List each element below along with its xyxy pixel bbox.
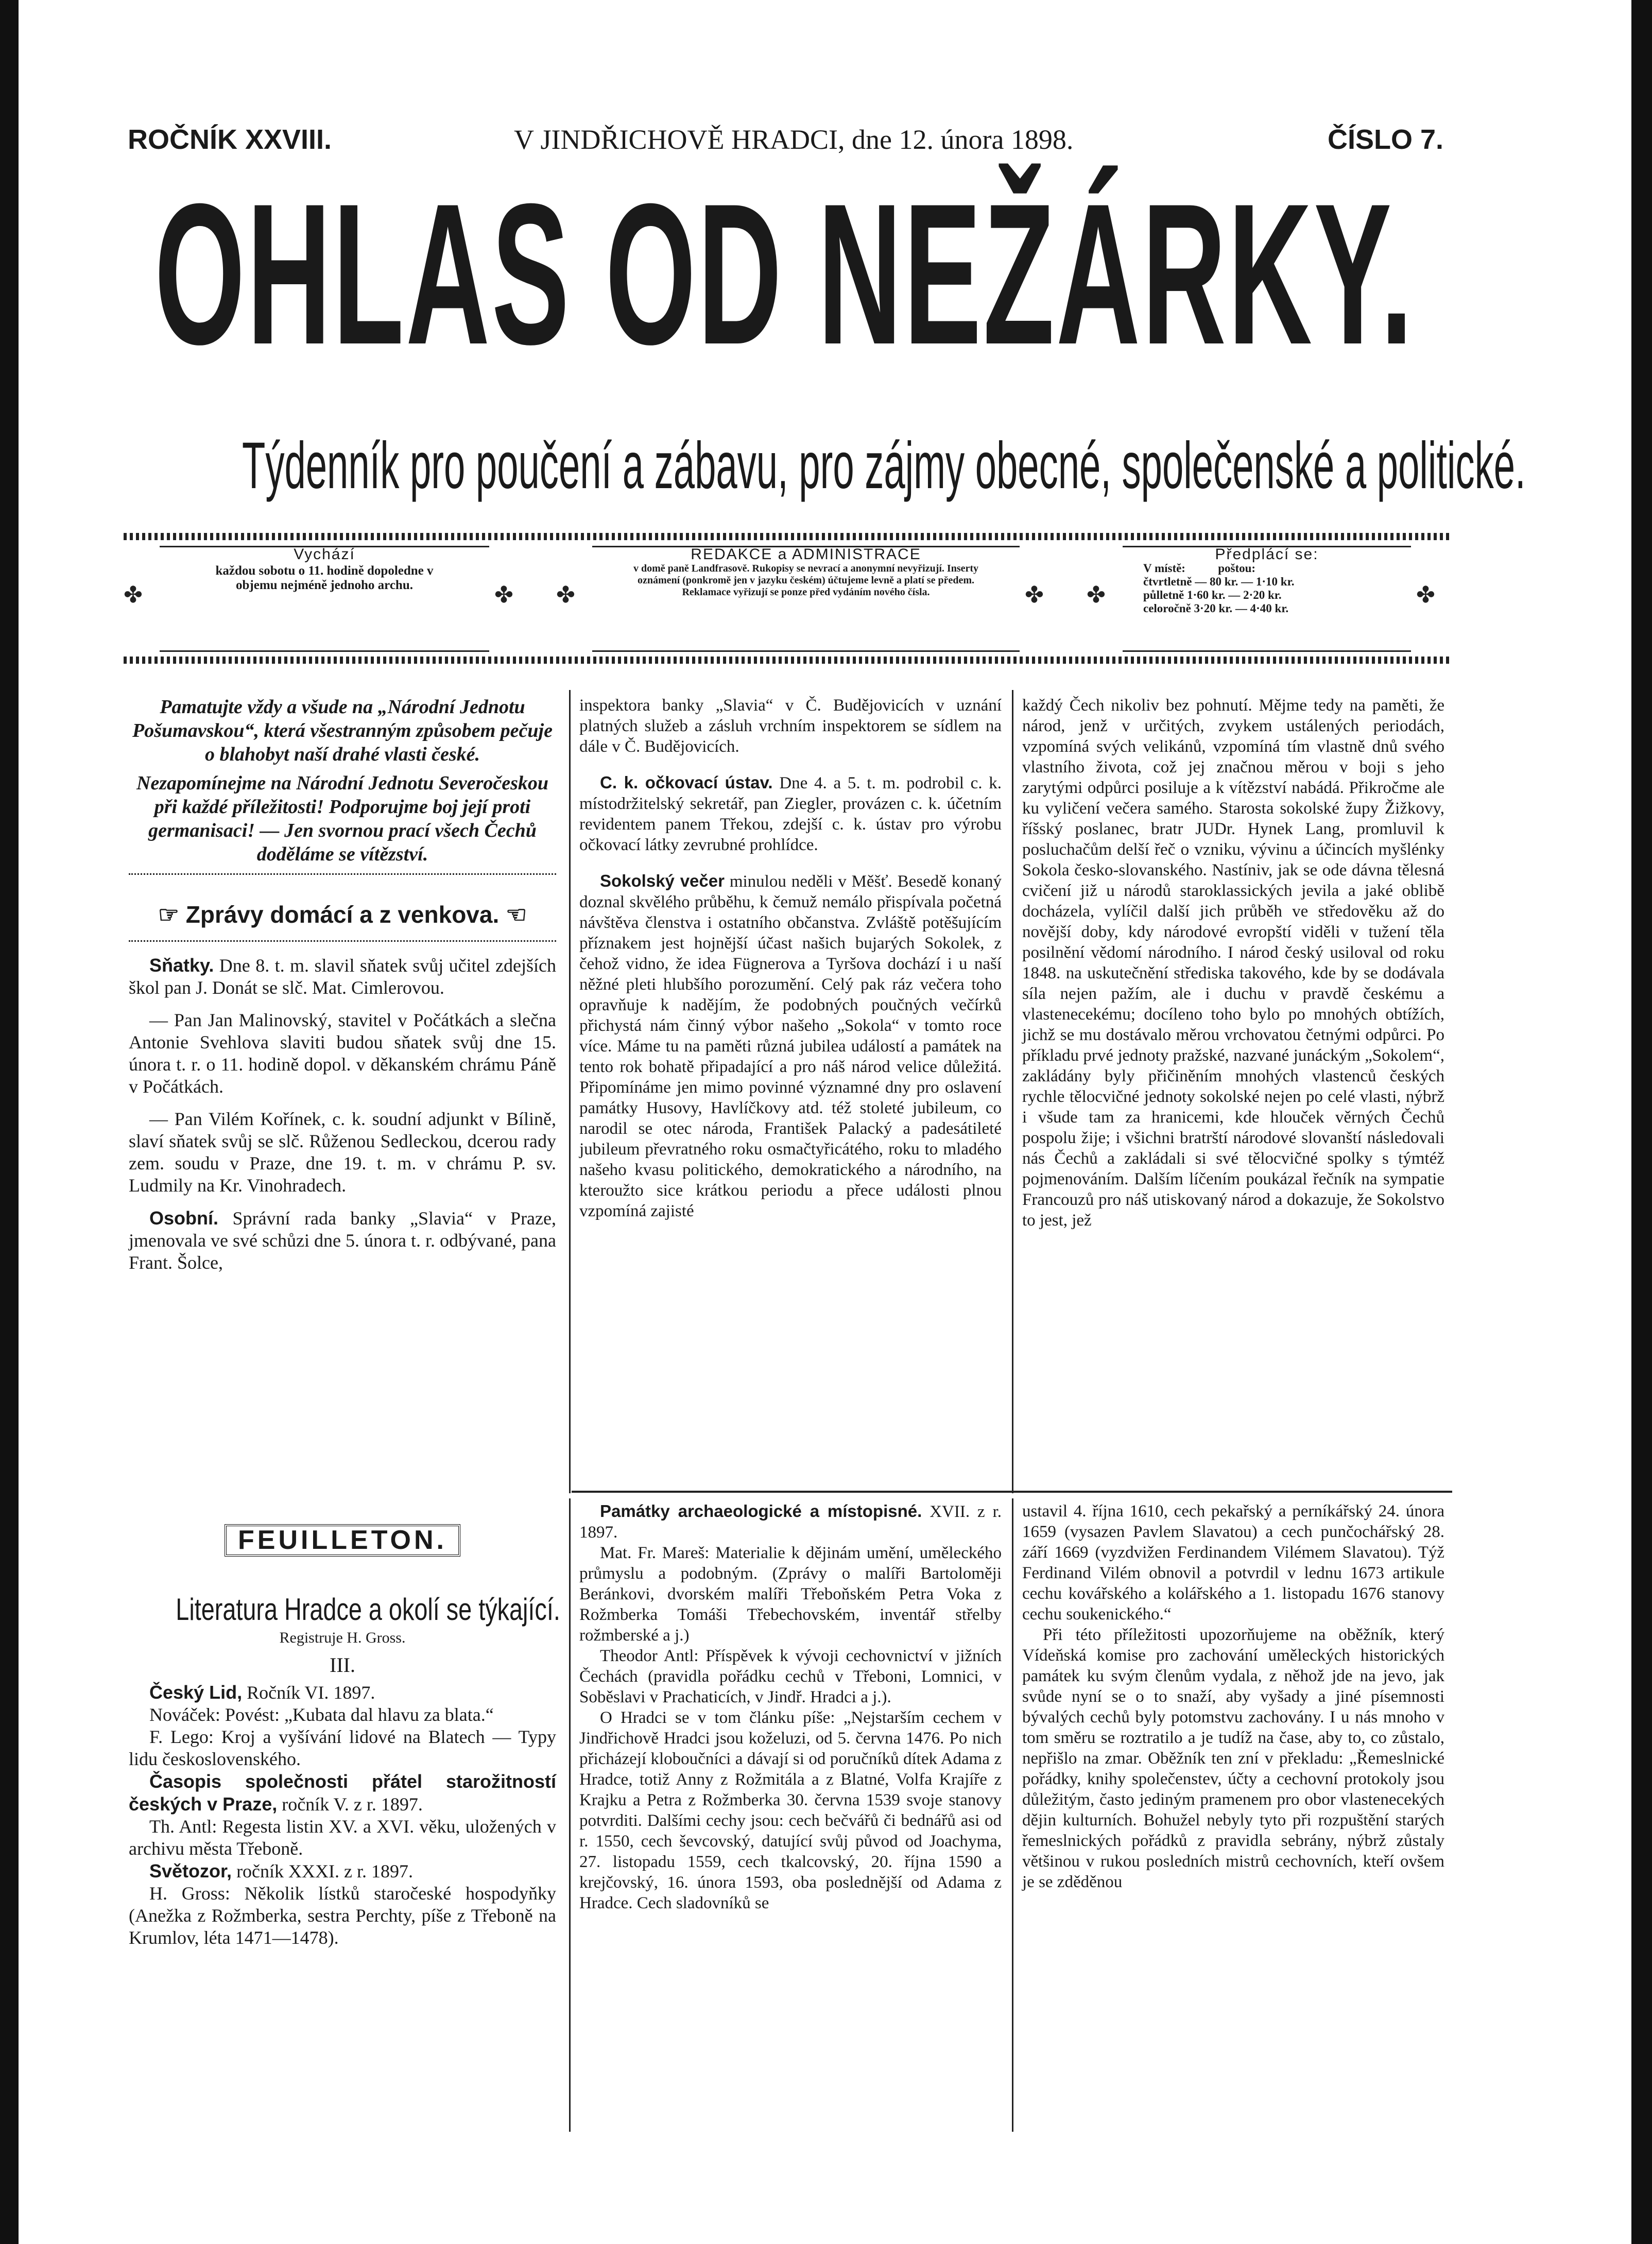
column-divider bbox=[569, 1498, 571, 2132]
feuilleton-text: ročník XXXI. z r. 1897. bbox=[232, 1861, 413, 1881]
column-divider bbox=[569, 690, 571, 1493]
feuilleton-paragraph: Th. Antl: Regesta listin XV. a XVI. věku, uložených v archivu města Třeboně. bbox=[129, 1816, 556, 1859]
news-text: minulou neděli v Měšť. Besedě konaný doznal skvělého průběhu, k čemuž nemálo přispívala početná návštěva členstva i ostatního občanstva. Zvláště potěšujícím příznakem jest hojnější účast našich bujarých Sokolek, z čehož vidno, že idea Fügnerova a Tyršova dochází i u naší něžné pleti hlubšího porozumění. Celý pak ráz večera toho opravňuje k nadějím, že podobných poučných večírků přichystá nám činný výbor našeho „Sokola“ v tomto roce více. Máme tu na paměti různá jubilea událostí a památek na tento rok bohatě připadající a pro náš národ velice důležitá. Připomínáme jen mimo povinné významné dny pro oslavení památky Husovy, Havlíčkovy atd. též stoleté jubileum, co narodil se otec národa, František Palacký a padesátileté jubileum převratného roku osmačtyřicátého, roku to mladého našeho kvasu politického, demokratického a národního, na kteroužto sice krátkou periodu a přece události plnou vzpomíná zajisté bbox=[579, 872, 1002, 1220]
feuilleton-paragraph: ustavil 4. října 1610, cech pekařský a perníkářský 24. února 1659 (vysazen Pavlem Slavatou) a cech punčochářský 28. září 1669 (vyzdvižen Ferdinandem Vilémem Slavatou). Týž Ferdinand Vilém obnovil a potvrdil v lednu 1673 artikule cechu kovářského a kolářského a 1. listopadu 1676 stanovy cechu soukenického.“ bbox=[1022, 1502, 1444, 1624]
column-2-bottom bbox=[579, 1501, 1002, 1913]
news-lead: Osobní. bbox=[149, 1207, 218, 1229]
column-2-top bbox=[579, 695, 1002, 1221]
news-paragraph: — Pan Jan Malinovský, stavitel v Počátkách a slečna Antonie Svehlova slaviti budou sňatek svůj dne 15. února t. r. o 11. hodině dopol. v děkanském chrámu Páně v Počátkách. bbox=[129, 1010, 556, 1097]
feuilleton-paragraph bbox=[579, 1501, 1002, 1543]
price-row: půlletně 1·60 kr. — 2·20 kr. bbox=[1143, 589, 1282, 601]
column-3-bottom bbox=[1022, 1501, 1444, 1892]
info-middle-text: v domě paně Landfrasově. Rukopisy se nevrací a anonymní nevyřizují. Inserty oznámení (ponkromě jen v jazyku českém) účtujeme levně a platí se předem. Reklamace vyřizují se ponze před vydáním nového čísla. bbox=[633, 563, 979, 598]
masthead-line bbox=[128, 124, 1443, 160]
news-paragraph bbox=[579, 871, 1002, 1221]
price-col-post: poštou: bbox=[1218, 562, 1256, 575]
column-1-feuilleton bbox=[129, 1524, 560, 1949]
literature-title: Literatura Hradce a okolí se týkající. bbox=[176, 1592, 560, 1627]
feuilleton-lead: Světozor, bbox=[149, 1860, 232, 1881]
info-left-text: každou sobotu o 11. hodině dopoledne v objemu nejméně jednoho archu. bbox=[215, 564, 434, 592]
issue-number: ČÍSLO 7. bbox=[1327, 124, 1443, 155]
motto-1: Pamatujte vždy a všude na „Národní Jednotu Pošumavskou“, která všestranným způsobem pečuje o blahobyt naší drahé vlasti české. bbox=[132, 696, 553, 765]
section-heading-text: Zprávy domácí a z venkova. bbox=[185, 901, 500, 928]
ornament-divider bbox=[129, 930, 556, 942]
feuilleton-paragraph: Theodor Antl: Příspěvek k vývoji cechovnictví v jižních Čechách (pravidla pořádku cechů v Třeboni, Lomnici, v Soběslavi v Prachaticích, v Jindř. Hradci a j.). bbox=[579, 1647, 1002, 1706]
column-3-top bbox=[1022, 695, 1444, 1231]
feuilleton-lead: Časopis společnosti přátel starožitností českých v Praze, bbox=[129, 1771, 556, 1815]
column-1-top bbox=[129, 695, 556, 1274]
news-paragraph bbox=[579, 772, 1002, 855]
feuilleton-text: ročník V. z r. 1897. bbox=[277, 1794, 423, 1815]
news-paragraph: — Pan Vilém Kořínek, c. k. soudní adjunkt v Bílině, slaví sňatek svůj se slč. Růženou Sedleckou, dcerou rady zem. soudu v Praze, dne 19. t. m. v chrámu P. sv. Ludmily na Kr. Vinohradech. bbox=[129, 1109, 556, 1196]
feuilleton-text: Ročník VI. 1897. bbox=[242, 1682, 375, 1703]
feuilleton-paragraph bbox=[129, 1681, 556, 1704]
column-divider bbox=[1012, 1498, 1013, 2132]
info-box-left bbox=[160, 546, 489, 652]
feuilleton-paragraph bbox=[129, 1860, 556, 1883]
info-middle-heading: REDAKCE a ADMINISTRACE bbox=[691, 546, 921, 563]
feuilleton-paragraph: Mat. Fr. Mareš: Materialie k dějinám umění, uměleckého průmyslu a podobným. (Zprávy o malíři Bartoloměji Beránkovi, dvorském malíři Třeboňském Petra Voka z Rožmberka Tomáši Třebechovském, inventář střelby rožmberské a j.) bbox=[579, 1544, 1002, 1645]
news-lead: C. k. očkovací ústav. bbox=[600, 773, 773, 792]
hand-icon: ☜ bbox=[506, 901, 527, 928]
info-right-heading: Předplácí se: bbox=[1215, 546, 1319, 563]
ornament-icon: ✤ bbox=[1087, 582, 1106, 608]
info-box-middle bbox=[592, 546, 1020, 652]
newspaper-subtitle: Týdenník pro poučení a zábavu, pro zájmy obecné, společenské a politické. bbox=[242, 429, 1526, 503]
motto-2: Nezapomínejme na Národní Jednotu Severočeskou při každé příležitosti! Podporujme boj její proti germanisaci! — Jen svornou prací všech Čechů doděláme se vítězství. bbox=[136, 772, 549, 865]
hand-icon: ☞ bbox=[158, 901, 179, 928]
scan-right-border bbox=[1631, 0, 1652, 2244]
scan-left-border bbox=[0, 0, 19, 2244]
ornament-icon: ✤ bbox=[1416, 582, 1435, 608]
info-box-right bbox=[1123, 546, 1411, 652]
ornament-icon: ✤ bbox=[1025, 582, 1044, 608]
feuilleton-paragraph bbox=[129, 1770, 556, 1816]
ornament-icon: ✤ bbox=[494, 582, 513, 608]
feuilleton-paragraph: O Hradci se v tom článku píše: „Nejstarším cechem v Jindřichově Hradci jsou koželuzi, od 5. června 1476. Po nich přicházejí kloboučníci a dávají si od poručníků dítek Adama z Hradce, totiž Anny z Rožmitála a z Blatné, Volfa Krajíře z Krajku a Petra z Rožmberka 30. června 1539 svoje stanovy potvrditi. Dalšími cechy jsou: cech bečvářů či bednářů asi od r. 1550, cech ševcovský, datující svůj původ od Joachyma, 27. listopadu 1559, cech tkalcovský, 20. října 1590 a krejčovský, 16. února 1593, oba poslednější od Adama z Hradce. Cech sladovníků se bbox=[579, 1708, 1002, 1912]
top-ornament-rule bbox=[124, 533, 1452, 540]
news-text: Správní rada banky „Slavia“ v Praze, jmenovala ve své schůzi dne 5. února t. r. odbývané, pana Frant. Šolce, bbox=[129, 1208, 556, 1273]
price-row: celoročně 3·20 kr. — 4·40 kr. bbox=[1143, 602, 1289, 615]
news-paragraph bbox=[129, 954, 556, 999]
newspaper-page bbox=[118, 0, 1526, 2244]
volume-label: ROČNÍK XXVIII. bbox=[128, 124, 332, 155]
news-paragraph: inspektora banky „Slavia“ v Č. Budějovicích v uznání platných služeb a zásluh vrchním inspektorem se sídlem na dále v Č. Budějovicích. bbox=[579, 696, 1002, 756]
feuilleton-paragraph: H. Gross: Několik lístků staročeské hospodyňky (Anežka z Rožmberka, sestra Perchty, píše z Třeboně na Krumlov, léta 1471—1478). bbox=[129, 1883, 556, 1948]
price-row: čtvrtletně — 80 kr. — 1·10 kr. bbox=[1143, 575, 1295, 588]
news-text: Dne 8. t. m. slavil sňatek svůj učitel zdejších škol pan J. Donát se slč. Mat. Cimlerovou. bbox=[129, 955, 556, 998]
ornament-icon: ✤ bbox=[124, 582, 143, 608]
price-col-local: V místě: bbox=[1143, 562, 1185, 575]
feuilleton-heading: FEUILLETON. bbox=[225, 1524, 460, 1557]
ornament-divider bbox=[129, 873, 556, 900]
section-heading bbox=[129, 901, 556, 928]
literature-byline: Registruje H. Gross. bbox=[279, 1629, 406, 1646]
feuilleton-paragraph: F. Lego: Kroj a vyšívání lidové na Blatech — Typy lidu československého. bbox=[129, 1727, 556, 1769]
place-date: V JINDŘICHOVĚ HRADCI, dne 12. února 1898. bbox=[514, 124, 1074, 155]
ornament-icon: ✤ bbox=[556, 582, 575, 608]
news-paragraph bbox=[129, 1207, 556, 1274]
part-number: III. bbox=[330, 1653, 355, 1677]
news-lead: Sokolský večer bbox=[600, 871, 725, 890]
feuilleton-lead: Památky archaeologické a místopisné. bbox=[600, 1501, 922, 1521]
feuilleton-lead: Český Lid, bbox=[149, 1682, 243, 1703]
info-left-heading: Vychází bbox=[294, 546, 355, 563]
news-paragraph: každý Čech nikoliv bez pohnutí. Mějme tedy na paměti, že národ, jenž v určitých, zvykem ustálených periodách, vzpomíná svých velikánů, vzpomíná tím vlastně dnů svého vlastního života, což jej značnou měrou v boji s jeho zarytými odpůrci posiluje a k vítězství nabádá. Přikročme ale ku vyličení večera samého. Starosta sokolské župy Žižkovy, říšský poslanec, bratr JUDr. Hynek Lang, promluvil k posluchačům delší řeč o vzniku, vývinu a účincích myšlénky Sokola česko-slovanského. Nastíniv, jak se ode dávna tělesná cvičení již u národů staroklassických jevila a jaké oblibě docházela, vylíčil další jich průběh ve středověku až do novější doby, kdy národové evropští viděli v tužení těla posilnění vědomí národního. I národ český usiloval od roku 1848. na uskutečnění střediska takového, kde by se dodávala síla nejen pažím, ale i duchu v pravdě českému a vlastenecekému; docíleno toho bylo po mnohých obtížích, jichž se mu dostávalo měrou vrchovatou četnými odpůrci. Po příkladu prvé jednoty pražské, nazvané junáckým „Sokolem“, zakládány byly přičiněním mnohých vlastenců českých rychle tělocvičné jednoty sokolské nejen po celé vlasti, nýbrž i všude tam za hranicemi, kde hlouček věrných Čechů pospolu žije; i všichni bratrští národové slovanští následovali nás Čechů a zakládali si své tělocvičné spolky s týmtéž pojmenováním. Dalším líčením poukázal řečník na sympatie Francouzů pro náš utiskovaný národ a dokazuje, že Sokolstvo to jest, jež bbox=[1022, 696, 1444, 1230]
price-table bbox=[1123, 562, 1411, 615]
news-lead: Sňatky. bbox=[149, 955, 214, 976]
feuilleton-paragraph: Nováček: Povést: „Kubata dal hlavu za blata.“ bbox=[149, 1704, 494, 1725]
news-text: Dne 4. a 5. t. m. podrobil c. k. místodržitelský sekretář, pan Ziegler, provázen c. k. účetním revidentem panem Třekou, zdejší c. k. ústav pro výrobu očkovací látky zevrubné prohlídce. bbox=[579, 774, 1002, 854]
feuilleton-paragraph: Při této příležitosti upozorňujeme na oběžník, který Vídeňská komise pro zachování uměleckých historických památek ku svým členům vydala, z něhož jde na jevo, jak svůde nyní se o to snaží, aby vyšady a jiné písemnosti bývalých cechů byly potomstvu zachovány. I u nás mnoho v tom směru se roztratilo a je tudíž na čase, aby to, co zůstalo, nepřišlo na zmar. Oběžník ten zní v překladu: „Řemeslnické pořádky, knihy společenstev, účty a cechovní protokoly jsou důležitým, často jediným pramenem pro obor vlastenecekých dějin kulturních. Bohužel nebyly tyto při rozpuštění starých řemeslnických pořádků z pravidla sebrány, nýbrž zůstaly většinou v rukou posledních mistrů cechovních, kteří ovšem je se zděděnou bbox=[1022, 1626, 1444, 1891]
newspaper-title: OHLAS OD NEŽÁRKY. bbox=[154, 162, 1415, 386]
bottom-ornament-rule bbox=[124, 657, 1452, 664]
feuilleton-text: XVII. z r. 1897. bbox=[579, 1503, 1002, 1542]
section-divider bbox=[572, 1491, 1452, 1493]
column-divider bbox=[1012, 690, 1013, 1493]
